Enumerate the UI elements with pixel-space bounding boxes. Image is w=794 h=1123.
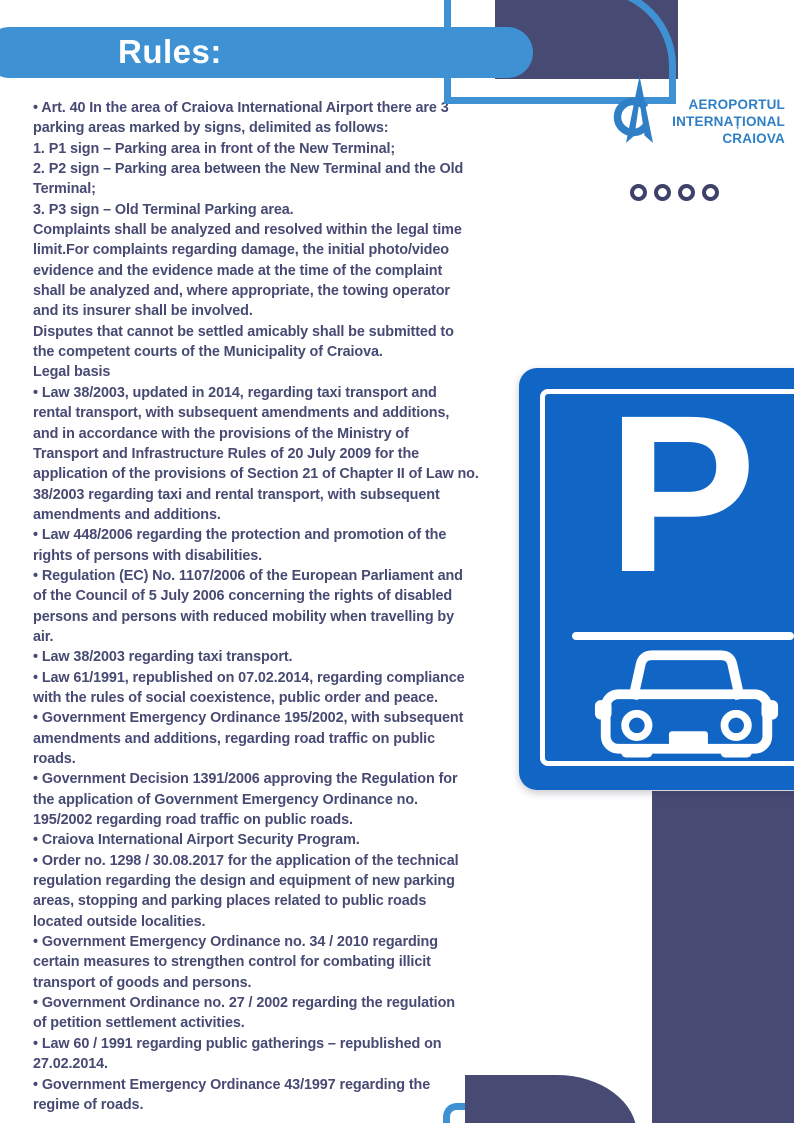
rules-text-line: parking areas marked by signs, delimited as follows: — [33, 120, 389, 137]
rules-text-line: of the Council of 5 July 2006 concerning the rights of disabled — [33, 588, 453, 605]
rules-text-line: 1. P1 sign – Parking area in front of the New Terminal; — [33, 140, 396, 157]
right-navy-bar — [652, 791, 794, 1123]
rules-text-line: • Law 61/1991, republished on 07.02.2014, regarding compliance — [33, 669, 465, 686]
rules-text-line: • Government Emergency Ordinance 43/1997 regarding the — [33, 1076, 431, 1093]
circle-icon — [702, 184, 719, 201]
rules-text-line: and its insurer shall be involved. — [33, 303, 253, 320]
rules-text-line: • Law 448/2006 regarding the protection and promotion of the — [33, 527, 447, 544]
rules-text-line: limit.For complaints regarding damage, the initial photo/video — [33, 242, 449, 259]
rules-text-line: amendments and additions, regarding road traffic on public — [33, 730, 435, 747]
rules-text-line: 3. P3 sign – Old Terminal Parking area. — [33, 201, 294, 218]
car-icon — [594, 648, 779, 758]
rules-text-line: regime of roads. — [33, 1096, 144, 1113]
rules-text-line: roads. — [33, 751, 76, 767]
airport-logo-text — [672, 96, 785, 147]
rules-text-line: 2. P2 sign – Parking area between the New Terminal and the Old — [33, 161, 464, 178]
rules-text-line: Transport and Infrastructure Rules of 20 July 2009 for the — [33, 445, 420, 462]
rules-text-line: Terminal; — [33, 181, 96, 198]
parking-sign — [519, 368, 794, 790]
rules-text-line: evidence and the evidence made at the time of the complaint — [33, 262, 443, 279]
rules-text-line: • Government Ordinance no. 27 / 2002 regarding the regulation — [33, 995, 455, 1012]
logo-line-3: CRAIOVA — [722, 131, 785, 146]
sign-divider — [572, 632, 794, 640]
rules-text-line: persons and persons with reduced mobility when travelling by — [33, 608, 455, 625]
rules-text-line: rights of persons with disabilities. — [33, 547, 263, 564]
rules-text-line: • Order no. 1298 / 30.08.2017 for the application of the technical — [33, 852, 459, 869]
rules-text — [33, 98, 479, 1115]
rules-text-line: transport of goods and persons. — [33, 974, 252, 991]
rules-text-line: • Regulation (EC) No. 1107/2006 of the European Parliament and — [33, 567, 463, 584]
rules-text-line: areas, stopping and parking places related to public roads — [33, 893, 427, 910]
circle-icon — [678, 184, 695, 201]
rules-text-line: and in accordance with the provisions of the Ministry of — [33, 425, 409, 442]
rules-text-line: located outside localities. — [33, 913, 206, 930]
rules-text-line: Legal basis — [33, 364, 111, 381]
rules-text-line: the application of Government Emergency Ordinance no. — [33, 791, 418, 808]
rules-text-line: • Craiova International Airport Security Program. — [33, 832, 360, 849]
rules-text-line: air. — [33, 628, 54, 645]
parking-letter: P — [607, 369, 757, 619]
circle-icon — [654, 184, 671, 201]
rules-text-line: • Law 38/2003 regarding taxi transport. — [33, 649, 293, 666]
rules-text-line: • Government Emergency Ordinance no. 34 / 2010 regarding — [33, 934, 438, 951]
rules-text-line: the competent courts of the Municipality of Craiova. — [33, 344, 383, 361]
rules-text-line: shall be analyzed and, where appropriate, the towing operator — [33, 283, 450, 300]
rules-text-line: of petition settlement activities. — [33, 1015, 245, 1032]
decor-circles — [630, 184, 726, 206]
circle-icon — [630, 184, 647, 201]
rules-text-line: regulation regarding the design and equipment of new parking — [33, 873, 455, 890]
rules-text-line: Disputes that cannot be settled amicably shall be submitted to — [33, 323, 454, 340]
rules-text-line: • Art. 40 In the area of Craiova International Airport there are 3 — [33, 100, 449, 116]
airport-logo-icon — [612, 76, 662, 150]
logo-line-1: AEROPORTUL — [688, 97, 785, 112]
rules-text-line: • Law 60 / 1991 regarding public gatherings – republished on — [33, 1035, 442, 1052]
rules-text-line: application of the provisions of Section 21 of Chapter II of Law no. — [33, 466, 479, 483]
bottom-navy-blob — [465, 1075, 637, 1123]
rules-text-line: 38/2003 regarding taxi and rental transport, with subsequent — [33, 486, 440, 503]
rules-text-line: amendments and additions. — [33, 506, 221, 523]
rules-text-line: rental transport, with subsequent amendments and additions, — [33, 405, 450, 422]
rules-text-line: • Law 38/2003, updated in 2014, regarding taxi transport and — [33, 384, 437, 401]
rules-text-line: 27.02.2014. — [33, 1056, 108, 1073]
rules-banner — [0, 27, 533, 78]
rules-text-line: certain measures to strengthen control for combating illicit — [33, 954, 431, 971]
rules-text-line: Complaints shall be analyzed and resolved within the legal time — [33, 222, 462, 239]
rules-text-line: with the rules of social coexistence, public order and peace. — [33, 689, 438, 706]
rules-text-line: • Government Emergency Ordinance 195/2002, with subsequent — [33, 710, 464, 727]
rules-text-line: • Government Decision 1391/2006 approving the Regulation for — [33, 771, 458, 788]
page-title: Rules: — [118, 33, 222, 70]
rules-text-line: 195/2002 regarding road traffic on public roads. — [33, 812, 353, 829]
logo-line-2: INTERNAȚIONAL — [672, 114, 785, 129]
